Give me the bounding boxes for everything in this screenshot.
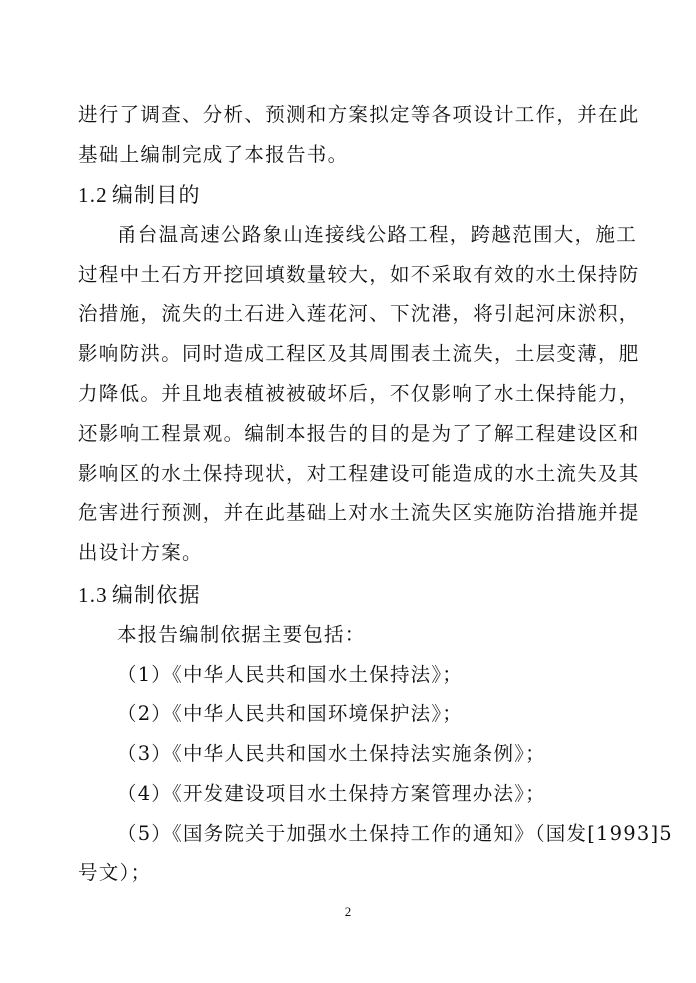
page-number: 2 xyxy=(344,904,352,919)
section-number: 1.2 xyxy=(78,183,108,207)
paragraph-line: 治措施，流失的土石进入莲花河、下沈港，将引起河床淤积， xyxy=(78,302,640,325)
paragraph-line: 影响区的水土保持现状，对工程建设可能造成的水土流失及其 xyxy=(78,462,640,485)
section-title: 编制目的 xyxy=(111,183,201,207)
basis-item-3: （3）《中华人民共和国水土保持法实施条例》； xyxy=(117,742,546,765)
intro-line-2: 基础上编制完成了本报告书。 xyxy=(78,143,349,166)
paragraph-line: 出设计方案。 xyxy=(78,541,203,564)
basis-item-4: （4）《开发建设项目水土保持方案管理办法》； xyxy=(117,782,546,805)
basis-item-1: （1）《中华人民共和国水土保持法》； xyxy=(117,663,464,686)
basis-item-5: （5）《国务院关于加强水土保持工作的通知》（国发[1993]5 xyxy=(117,822,673,845)
section-heading-1-3 xyxy=(78,580,201,610)
paragraph-line: 过程中土石方开挖回填数量较大，如不采取有效的水土保持防 xyxy=(78,263,640,286)
basis-item-2: （2）《中华人民共和国环境保护法》； xyxy=(117,702,464,725)
paragraph-line: 甬台温高速公路象山连接线公路工程，跨越范围大，施工 xyxy=(117,223,638,246)
basis-intro: 本报告编制依据主要包括： xyxy=(117,623,366,646)
paragraph-line: 影响防洪。同时造成工程区及其周围表土流失，土层变薄，肥 xyxy=(78,342,640,365)
basis-item-5-continuation: 号文）； xyxy=(78,861,152,884)
section-number: 1.3 xyxy=(78,583,108,607)
intro-line-1: 进行了调查、分析、预测和方案拟定等各项设计工作，并在此 xyxy=(78,103,640,126)
paragraph-line: 危害进行预测，并在此基础上对水土流失区实施防治措施并提 xyxy=(78,501,640,524)
paragraph-line: 力降低。并且地表植被被破坏后，不仅影响了水土保持能力， xyxy=(78,382,640,405)
section-title: 编制依据 xyxy=(111,583,201,607)
section-heading-1-2 xyxy=(78,180,201,210)
paragraph-line: 还影响工程景观。编制本报告的目的是为了了解工程建设区和 xyxy=(78,422,640,445)
